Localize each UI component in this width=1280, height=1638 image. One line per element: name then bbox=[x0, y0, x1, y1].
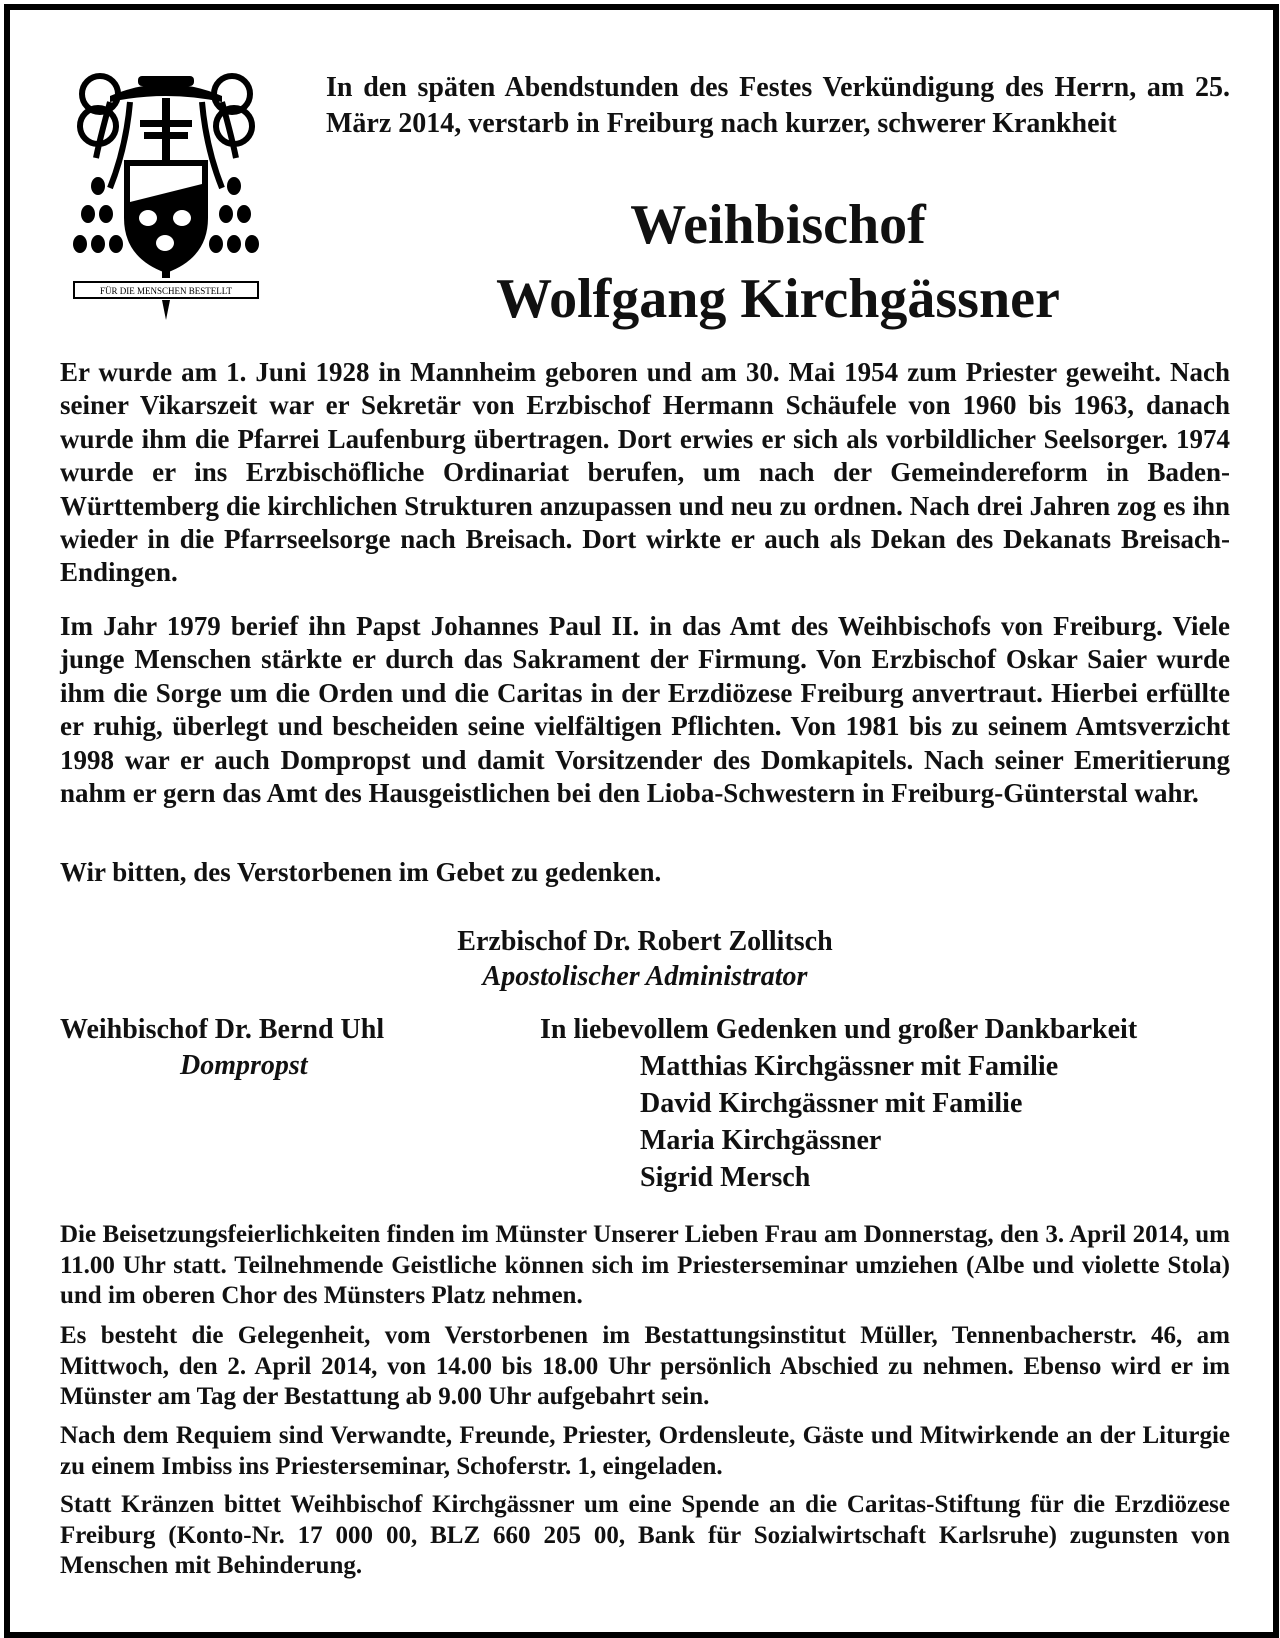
signature-role: Dompropst bbox=[180, 1050, 308, 1081]
motto-text: FÜR DIE MENSCHEN BESTELLT bbox=[100, 286, 232, 296]
prayer-request: Wir bitten, des Verstorbenen im Gebet zu gedenken. bbox=[60, 857, 662, 887]
funeral-notice: Die Beisetzungsfeierlichkeiten finden im Münster Unserer Lieben Frau am Donnerstag, den 3. April 2014, um 11.00 Uhr statt. Teilnehmende Geistliche können sich im Priesterseminar umziehen (Albe und violette Stola) und im oberen Chor des Münsters Platz nehmen. bbox=[60, 1221, 1230, 1309]
family-list bbox=[540, 1048, 1240, 1196]
family-member: Matthias Kirchgässner mit Familie bbox=[640, 1051, 1059, 1082]
signature-archbishop bbox=[60, 924, 1230, 994]
donation-notice: Statt Kränzen bittet Weihbischof Kirchgässner um eine Spende an die Caritas-Stiftung für die Erzdiözese Freiburg (Konto-Nr. 17 000 00, BLZ 660 205 00, Bank für Sozialwirtschaft Karlsruhe) zugunsten von Menschen mit Behinderung. bbox=[60, 1491, 1230, 1579]
signature-dompropst bbox=[60, 1012, 480, 1084]
intro-text: In den späten Abendstunden des Festes Verkündigung des Herrn, am 25. März 2014, verstarb in Freiburg nach kurzer, schwerer Krankheit bbox=[326, 72, 1230, 139]
title-name: Wolfgang Kirchgässner bbox=[496, 268, 1060, 330]
signature-name: Erzbischof Dr. Robert Zollitsch bbox=[457, 926, 833, 957]
signature-family bbox=[540, 1012, 1240, 1196]
coat-of-arms-icon bbox=[70, 68, 262, 330]
biography-paragraph: Im Jahr 1979 berief ihn Papst Johannes Paul II. in das Amt des Weihbischofs von Freiburg. Viele junge Menschen stärkte er durch das Sakrament der Firmung. Von Erzbischof Oskar Saier wurde ihm die Sorge um die Orden und die Caritas in der Erzdiözese Freiburg anvertraut. Hierbei erfüllte er ruhig, überlegt und bescheiden seine vielfältigen Pflichten. Von 1981 bis zu seinem Amtsverzicht 1998 war er auch Dompropst und damit Vorsitzender des Domkapitels. Nach seiner Emeritierung nahm er gern das Amt des Hausgeistlichen bei den Lioba-Schwestern in Freiburg-Günterstal wahr. bbox=[60, 611, 1230, 809]
title-rank: Weihbischof bbox=[630, 194, 926, 256]
deceased-name bbox=[326, 188, 1230, 336]
biography-paragraph: Er wurde am 1. Juni 1928 in Mannheim geboren und am 30. Mai 1954 zum Priester geweiht. Nach seiner Vikarszeit war er Sekretär von Erzbischof Hermann Schäufele von 1960 bis 1963, danach wurde ihm die Pfarrei Laufenburg übertragen. Dort erwies er sich als vorbildlicher Seelsorger. 1974 wurde er ins Erzbischöfliche Ordinariat berufen, um nach der Gemeindereform in Baden-Württemberg die kirchlichen Strukturen anzupassen und neu zu ordnen. Nach drei Jahren zog es ihn wieder in die Pfarrseelsorge nach Breisach. Dort wirkte er auch als Dekan des Dekanats Breisach-Endingen. bbox=[60, 357, 1230, 588]
family-heading: In liebevollem Gedenken und großer Dankbarkeit bbox=[540, 1014, 1138, 1045]
signature-role: Apostolischer Administrator bbox=[482, 961, 808, 992]
viewing-notice: Es besteht die Gelegenheit, vom Verstorbenen im Bestattungsinstitut Müller, Tennenbacherstr. 46, am Mittwoch, den 2. April 2014, von 14.00 bis 18.00 Uhr persönlich Abschied zu nehmen. Ebenso wird er im Münster am Tag der Bestattung ab 9.00 Uhr aufgebahrt sein. bbox=[60, 1322, 1230, 1410]
family-member: David Kirchgässner mit Familie bbox=[640, 1088, 1023, 1119]
reception-notice: Nach dem Requiem sind Verwandte, Freunde, Priester, Ordensleute, Gäste und Mitwirkende an der Liturgie zu einem Imbiss ins Priesterseminar, Schoferstr. 1, eingeladen. bbox=[60, 1422, 1230, 1480]
signature-name: Weihbischof Dr. Bernd Uhl bbox=[60, 1014, 385, 1045]
family-member: Maria Kirchgässner bbox=[640, 1125, 882, 1156]
family-member: Sigrid Mersch bbox=[640, 1162, 811, 1193]
